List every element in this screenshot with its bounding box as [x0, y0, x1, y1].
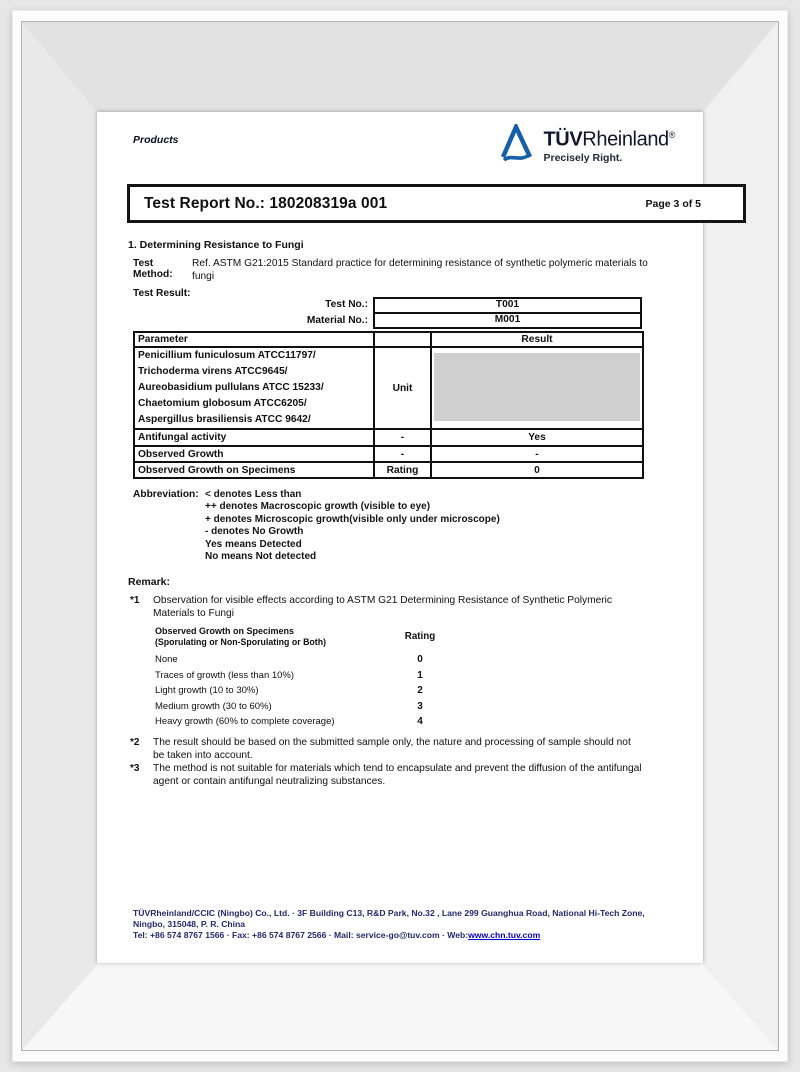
rating-row: Traces of growth (less than 10%) 1: [155, 669, 423, 681]
remark-marker: *1: [130, 595, 140, 606]
rating-row: Heavy growth (60% to complete coverage) 4: [155, 716, 423, 728]
test-info-table: [133, 297, 642, 329]
row-result: Yes: [431, 429, 643, 446]
material-no-label: Material No.:: [306, 315, 368, 326]
row-parameter: Observed Growth on Specimens: [134, 462, 374, 478]
test-method-row: [133, 258, 660, 283]
test-result-label: Test Result:: [133, 288, 191, 299]
footer-contact-text: Tel: +86 574 8767 1566 · Fax: +86 574 8767 2566 · Mail: service-go@tuv.com · Web:: [133, 930, 469, 940]
report-number-box: [127, 184, 746, 223]
material-no-value: M001: [373, 313, 642, 329]
products-label: Products: [133, 134, 179, 146]
row-result: -: [431, 446, 643, 462]
abbreviation-line: + denotes Microscopic growth(visible only under microscope): [205, 513, 500, 525]
rating-row: None 0: [155, 654, 423, 666]
remark-label: Remark:: [128, 576, 171, 588]
section-heading: 1. Determining Resistance to Fungi: [128, 239, 304, 251]
empty-header-cell: [374, 332, 431, 347]
table-row: [134, 446, 643, 462]
rating-row: Light growth (10 to 30%) 2: [155, 685, 423, 697]
logo-tagline: Precisely Right.: [543, 151, 623, 164]
row-unit: -: [374, 429, 431, 446]
brand-rheinland: Rheinland: [582, 128, 669, 151]
test-method-text: Ref. ASTM G21:2015 Standard practice for determining resistance of synthetic polymeric materials to fungi: [192, 258, 648, 282]
tuv-rheinland-logo: [498, 124, 675, 167]
abbreviation-line: No means Not detected: [205, 551, 317, 563]
parameter-header: Parameter: [134, 332, 374, 347]
abbreviation-line: < denotes Less than: [205, 489, 302, 500]
footer-address-line2: Ningbo, 315048, P. R. China: [133, 919, 246, 929]
rating-desc-header: Observed Growth on Specimens (Sporulating or Non-Sporulating or Both): [155, 626, 327, 647]
footer-contact-line: [133, 930, 678, 941]
fungi-line: Aspergillus brasiliensis ATCC 9642/: [138, 414, 311, 425]
unit-cell: Unit: [374, 347, 431, 429]
rating-table-header: [155, 626, 465, 647]
abbreviation-block: [133, 489, 500, 563]
remark-item-2: [130, 737, 643, 762]
row-unit: -: [374, 446, 431, 462]
row-unit: Rating: [374, 462, 431, 478]
test-report-page: [97, 112, 703, 963]
table-row: [134, 462, 643, 478]
brand-tuv: TÜV: [543, 128, 583, 151]
page-indicator: Page 3 of 5: [645, 197, 701, 210]
website-link[interactable]: www.chn.tuv.com: [468, 930, 541, 940]
fungi-list: [134, 347, 374, 429]
rating-row: Medium growth (30 to 60%) 3: [155, 700, 423, 712]
remark-text: The result should be based on the submitted sample only, the nature and processing of sample should not be taken into account.: [153, 737, 631, 761]
remark-marker: *3: [130, 763, 140, 774]
abbreviation-label: Abbreviation:: [133, 489, 199, 500]
result-header: Result: [431, 332, 643, 347]
logo-text: [543, 124, 675, 164]
remark-item-1: [130, 595, 643, 620]
redacted-result-box: [434, 353, 640, 421]
brand-name: [543, 124, 675, 151]
abbreviation-line: ++ denotes Macroscopic growth (visible to eye): [205, 501, 431, 513]
fungi-line: Penicillium funiculosum ATCC11797/: [138, 350, 316, 361]
test-method-label: Test Method:: [133, 258, 173, 280]
remark-item-3: [130, 763, 643, 788]
document-header: [133, 124, 675, 167]
abbreviation-line: - denotes No Growth: [205, 526, 304, 538]
redacted-result-cell: [431, 347, 643, 429]
footer-address-line1: TÜVRheinland/CCIC (Ningbo) Co., Ltd. · 3F Building C13, R&D Park, No.32 , Lane 299 Guanghua Road, National Hi-Tech Zone,: [133, 908, 645, 918]
remark-text: The method is not suitable for materials which tend to encapsulate and prevent the diffusion of the antifungal agent or contain antifungal neutralizing substances.: [153, 763, 642, 787]
fungi-line: Chaetomium globosum ATCC6205/: [138, 398, 307, 409]
tuv-triangle-icon: [498, 124, 534, 167]
remark-marker: *2: [130, 737, 140, 748]
abbreviation-lines: [205, 489, 500, 563]
rating-table: [155, 626, 465, 730]
report-title: Test Report No.: 180208319a 001: [144, 194, 388, 212]
document-footer: [133, 908, 678, 941]
test-no-label: Test No.:: [325, 299, 368, 310]
remark-text: Observation for visible effects according to ASTM G21 Determining Resistance of Synthetic Polymeric Materials to Fungi: [153, 595, 613, 619]
abbreviation-line: Yes means Detected: [205, 538, 302, 550]
fungi-line: Aureobasidium pullulans ATCC 15233/: [138, 382, 324, 393]
test-no-value: T001: [373, 297, 642, 313]
fungi-line: Trichoderma virens ATCC9645/: [138, 366, 288, 377]
registered-mark: ®: [668, 130, 675, 140]
results-table: [133, 331, 644, 479]
row-parameter: Antifungal activity: [134, 429, 374, 446]
result-tables: [133, 297, 642, 479]
row-parameter: Observed Growth: [134, 446, 374, 462]
table-row: [134, 429, 643, 446]
row-result: 0: [431, 462, 643, 478]
table-header-row: [134, 332, 643, 347]
fungi-row: [134, 347, 643, 429]
rating-header: Rating: [404, 631, 436, 642]
